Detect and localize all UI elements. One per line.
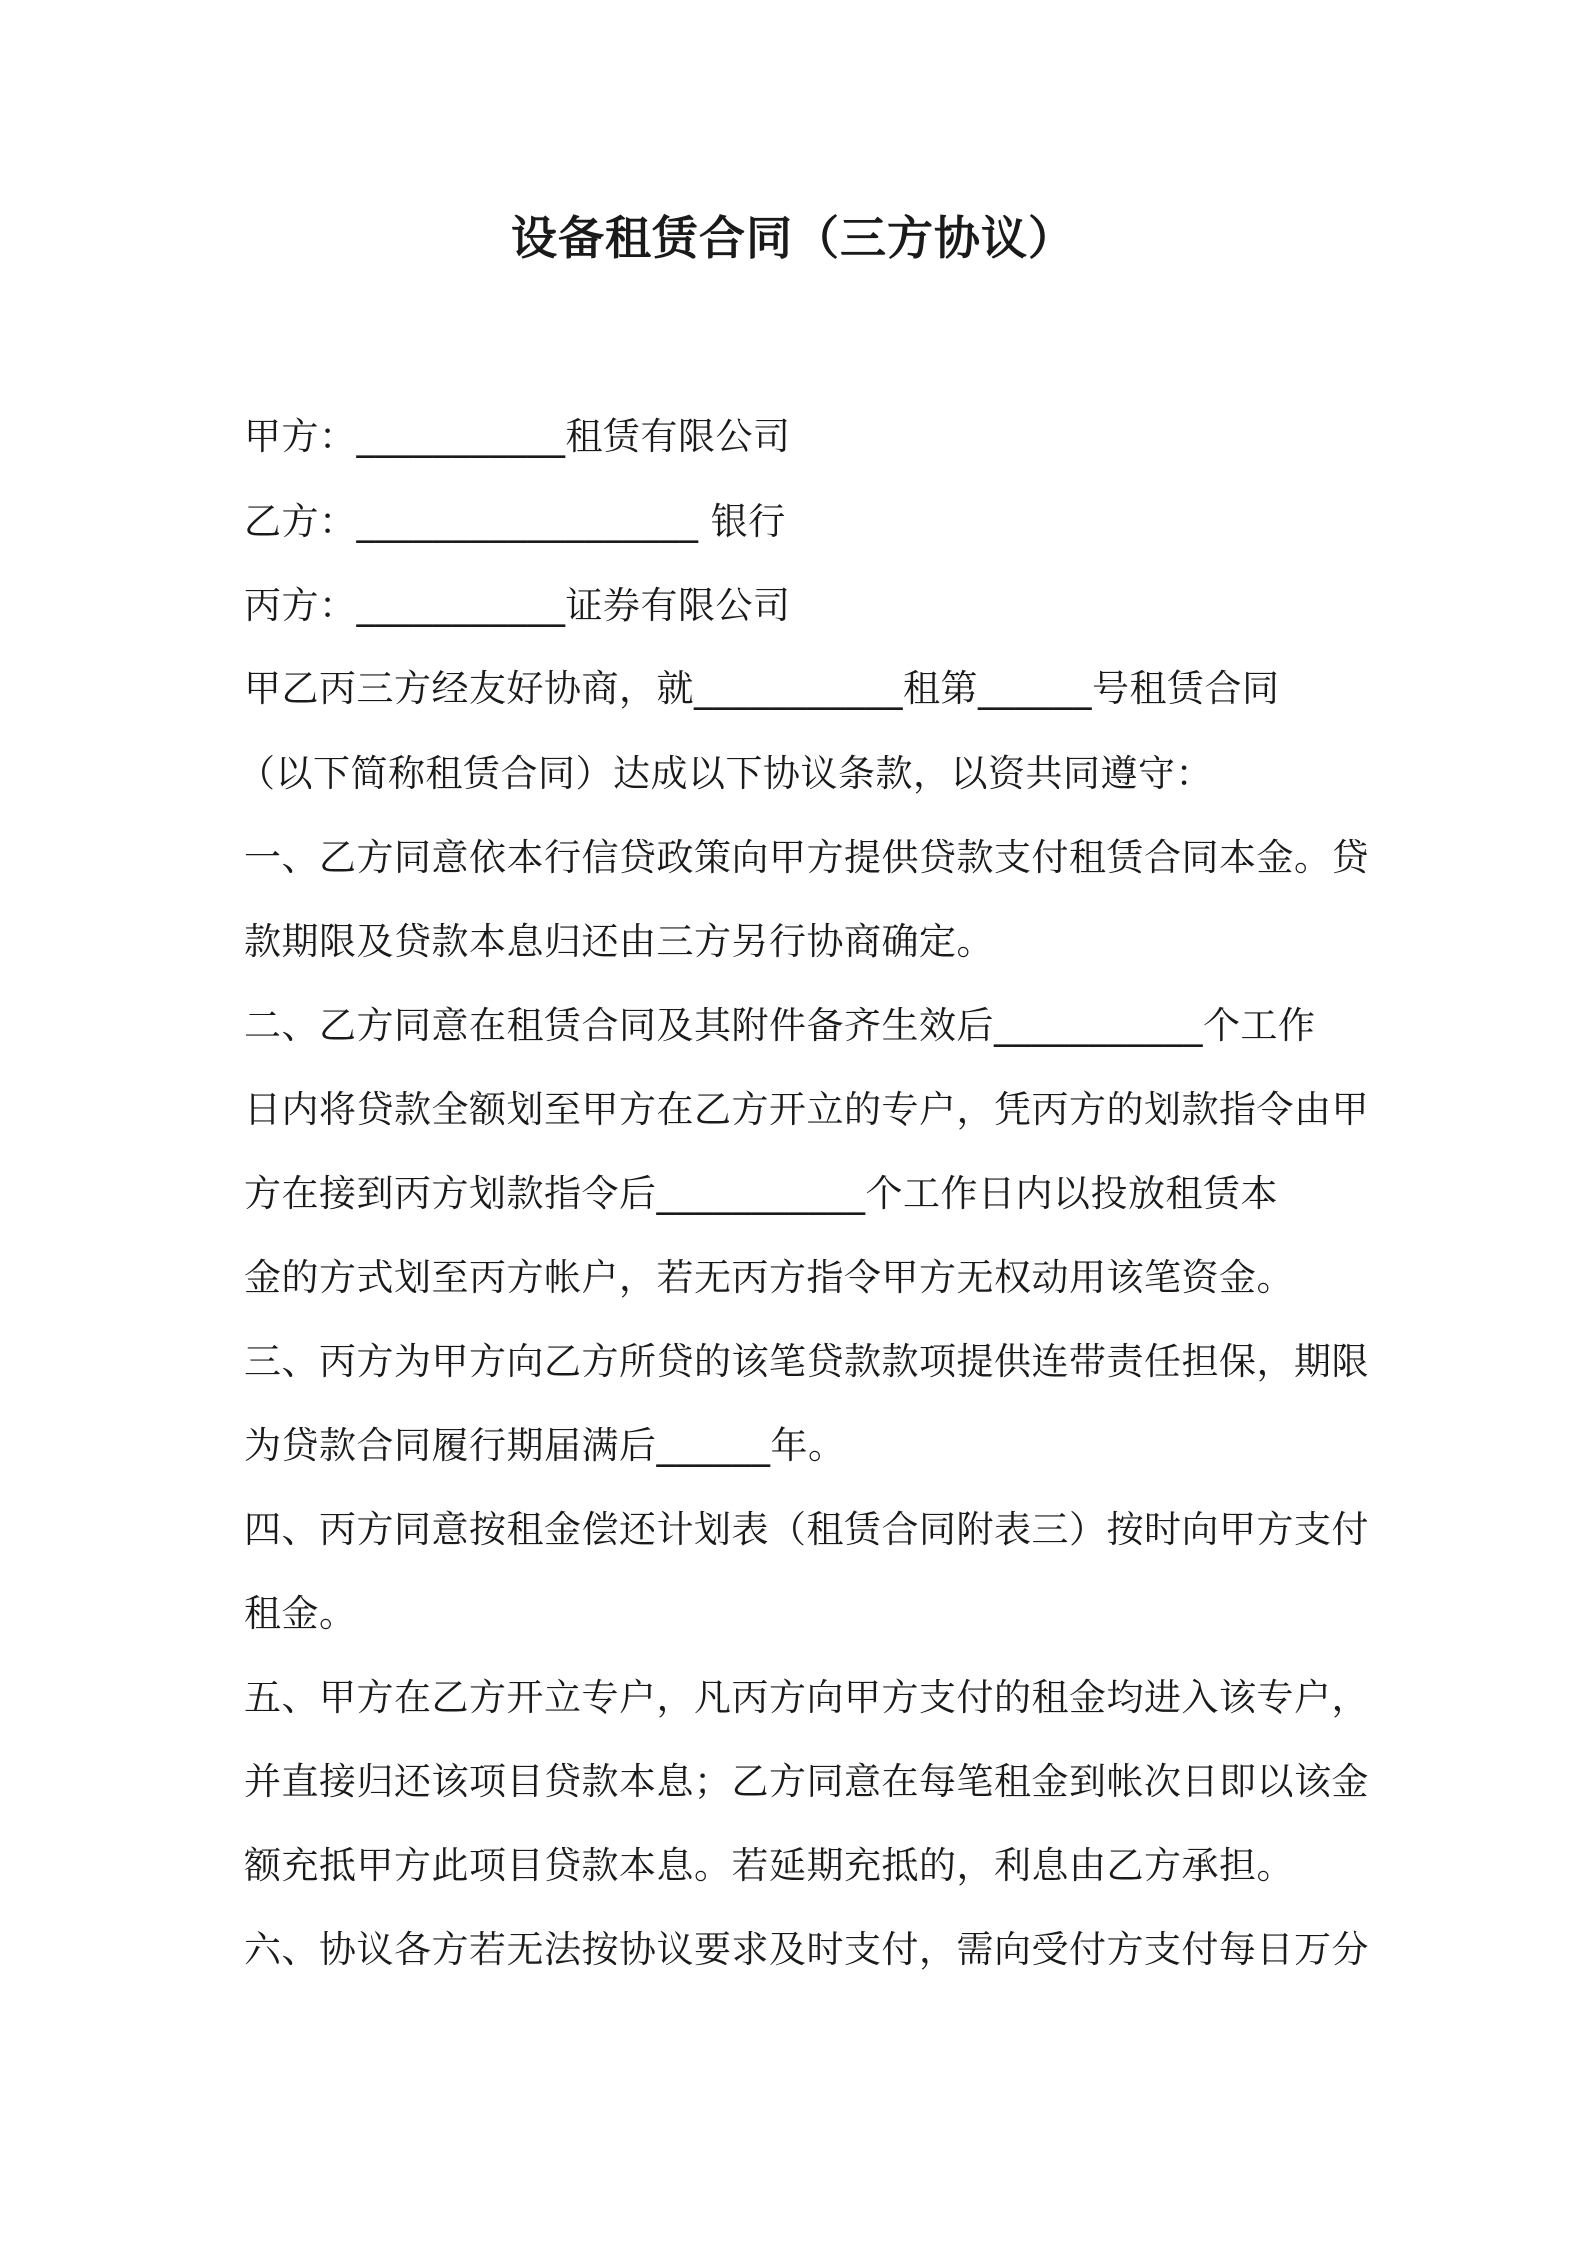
document-title: 设备租赁合同（三方协议） [511, 211, 1075, 265]
party-a-line: 甲方：___________租赁有限公司 [244, 415, 791, 458]
clause-2-line: 方在接到丙方划款指令后___________个工作日内以投放租赁本 [244, 1172, 1278, 1215]
clause-4-line: 租金。 [244, 1592, 357, 1635]
clause-2-line: 日内将贷款全额划至甲方在乙方开立的专户，凭丙方的划款指令由甲 [244, 1088, 1369, 1131]
clause-2-line: 二、乙方同意在租赁合同及其附件备齐生效后___________个工作 [244, 1004, 1316, 1047]
clause-6-line: 六、协议各方若无法按协议要求及时支付，需向受付方支付每日万分 [244, 1928, 1369, 1971]
clause-3-line: 三、丙方为甲方向乙方所贷的该笔贷款款项提供连带责任担保，期限 [244, 1340, 1369, 1383]
party-c-line: 丙方：___________证券有限公司 [244, 584, 791, 627]
clause-5-line: 五、甲方在乙方开立专户，凡丙方向甲方支付的租金均进入该专户， [244, 1676, 1369, 1719]
clause-3-line: 为贷款合同履行期届满后______年。 [244, 1424, 846, 1467]
clause-5-line: 额充抵甲方此项目贷款本息。若延期充抵的，利息由乙方承担。 [244, 1844, 1294, 1887]
clause-1-line: 款期限及贷款本息归还由三方另行协商确定。 [244, 920, 994, 963]
clause-2-line: 金的方式划至丙方帐户，若无丙方指令甲方无权动用该笔资金。 [244, 1256, 1294, 1299]
clause-5-line: 并直接归还该项目贷款本息；乙方同意在每笔租金到帐次日即以该金 [244, 1760, 1369, 1803]
party-b-line: 乙方：__________________ 银行 [244, 500, 786, 543]
preamble-line: 甲乙丙三方经友好协商，就___________租第______号租赁合同 [244, 667, 1280, 710]
preamble-line: （以下简称租赁合同）达成以下协议条款，以资共同遵守： [238, 752, 1213, 795]
clause-4-line: 四、丙方同意按租金偿还计划表（租赁合同附表三）按时向甲方支付 [244, 1508, 1369, 1551]
clause-1-line: 一、乙方同意依本行信贷政策向甲方提供贷款支付租赁合同本金。贷 [244, 836, 1369, 879]
